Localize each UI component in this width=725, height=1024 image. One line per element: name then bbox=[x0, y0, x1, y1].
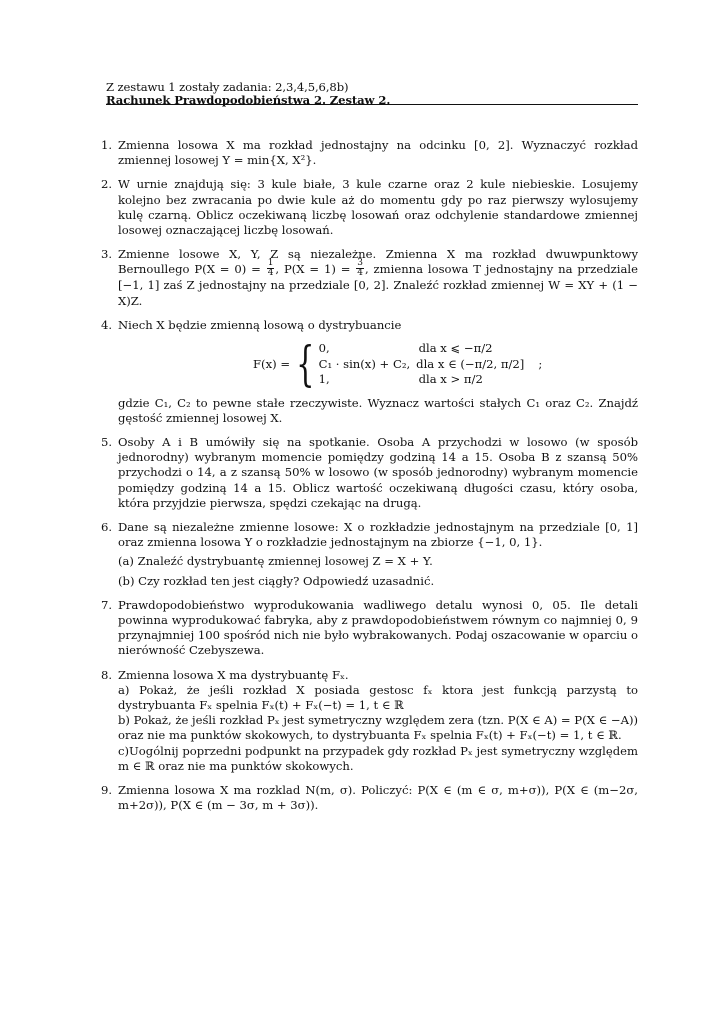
problem-text: Niech X będzie zmienną losową o dystrybuancie bbox=[118, 317, 402, 332]
problem-6 bbox=[101, 519, 638, 589]
problem-number: 9. bbox=[101, 783, 113, 797]
fraction-one-quarter bbox=[267, 259, 275, 278]
fraction-numerator: 1 bbox=[267, 258, 274, 269]
fraction-three-quarters bbox=[356, 259, 364, 278]
piecewise-formula bbox=[253, 336, 638, 393]
case-condition: dla x > π/2 bbox=[418, 372, 483, 387]
fraction-denominator: 4 bbox=[267, 268, 274, 279]
subitem-c: c)Uogólnij poprzedni podpunkt na przypadek gdy rozkład Pₓ jest symetryczny względem m ∈ ℝ oraz nie ma punktów skokowych. bbox=[118, 743, 638, 773]
problem-text-part: , P(X = 1) = bbox=[275, 262, 356, 277]
problem-number: 6. bbox=[101, 519, 113, 534]
case-row bbox=[319, 372, 525, 388]
problem-number: 4. bbox=[101, 317, 113, 332]
problem-9 bbox=[101, 783, 638, 813]
case-rows bbox=[319, 341, 525, 388]
problem-number: 3. bbox=[101, 247, 113, 262]
formula-lhs: F(x) = bbox=[253, 356, 291, 371]
fraction-numerator: 3 bbox=[357, 258, 363, 269]
problem-1 bbox=[101, 138, 638, 168]
problem-2 bbox=[101, 177, 638, 238]
problem-text-part: Zmienne losowe X, Y, Z są niezależne. Zmienna X ma rozkład dwuwpunktowy Bernoullego P(X = 0) = bbox=[118, 247, 638, 277]
problem-text: Zmienna losowa X ma rozkład jednostajny na odcinku [0, 2]. Wyznaczyć rozkład zmiennej losowej Y = min{X, X²}. bbox=[118, 138, 638, 168]
case-value: 1, bbox=[318, 372, 330, 387]
problem-number: 2. bbox=[101, 177, 113, 192]
problem-text: W urnie znajdują się: 3 kule białe, 3 kule czarne oraz 2 kule niebieskie. Losujemy kolejno bez zwracania po dwie kule aż do momentu gdy po raz pierwszy wylosujemy kulę czarną. Oblicz oczekiwaną liczbę losowań oraz odchylenie standardowe zmiennej losowej oznaczającej liczbę losowań. bbox=[118, 177, 638, 238]
problem-number: 1. bbox=[101, 138, 113, 152]
subitem-b: b) Pokaż, że jeśli rozkład Pₓ jest symetryczny względem zera (tzn. P(X ∈ A) = P(X ∈ −A)) oraz nie ma punktów skokowych, to dystrybuanta Fₓ spelnia Fₓ(t) + Fₓ(−t) = 1, t ∈ ℝ. bbox=[118, 713, 638, 743]
case-row bbox=[319, 357, 525, 373]
subitem-a: (a) Znaleźć dystrybuantę zmiennej losowej Z = X + Y. bbox=[118, 554, 433, 569]
header-note: Z zestawu 1 zostały zadania: 2,3,4,5,6,8b) bbox=[106, 80, 349, 94]
problem-4 bbox=[101, 317, 638, 426]
problem-text: Zmienna losowa X ma rozklad N(m, σ). Policzyć: P(X ∈ (m ∈ σ, m+σ)), P(X ∈ (m−2σ, m+2σ)), P(X ∈ (m − 3σ, m + 3σ)). bbox=[118, 783, 638, 813]
problem-text-part: , zmienna losowa T jednostajny na przedziale [−1, 1] zaś Z jednostajny na przedziale [0, 2]. Znaleźć rozkład zmiennej W = XY + (1 − X)Z. bbox=[118, 262, 638, 308]
problem-number: 7. bbox=[101, 597, 113, 612]
problem-list bbox=[101, 138, 638, 813]
problem-text: Zmienna losowa X ma dystrybuantę Fₓ. bbox=[118, 667, 349, 682]
case-row bbox=[319, 341, 525, 357]
problem-text: gdzie C₁, C₂ to pewne stałe rzeczywiste. Wyznacz wartości stałych C₁ oraz C₂. Znajdź gęstość zmiennej losowej X. bbox=[118, 395, 638, 425]
problem-3 bbox=[101, 247, 638, 309]
case-condition: dla x ⩽ −π/2 bbox=[418, 341, 493, 356]
subitem-b: (b) Czy rozkład ten jest ciągły? Odpowiedź uzasadnić. bbox=[118, 573, 435, 588]
fraction-denominator: 4 bbox=[357, 268, 363, 279]
problem-5 bbox=[101, 434, 638, 511]
problem-text: Dane są niezależne zmienne losowe: X o rozkładzie jednostajnym na przedziale [0, 1] oraz zmienna losowa Y o rozkładzie jednostajnym na zbiorze {−1, 0, 1}. bbox=[118, 519, 638, 550]
problem-7 bbox=[101, 597, 638, 659]
left-brace: { bbox=[296, 336, 315, 393]
document-title: Rachunek Prawdopodobieństwa 2. Zestaw 2. bbox=[106, 93, 391, 107]
problem-8 bbox=[101, 667, 638, 774]
problem-number: 8. bbox=[101, 667, 113, 682]
case-value: 0, bbox=[318, 341, 330, 356]
case-value: C₁ · sin(x) + C₂, bbox=[318, 356, 411, 371]
formula-semicolon: ; bbox=[538, 356, 543, 371]
title-rule bbox=[106, 104, 638, 105]
case-condition: dla x ∈ (−π/2, π/2] bbox=[416, 356, 525, 371]
problem-number: 5. bbox=[101, 434, 113, 449]
problem-text bbox=[118, 247, 638, 309]
subitem-a: a) Pokaż, że jeśli rozkład X posiada gestosc fₓ ktora jest funkcją parzystą to dystrybuanta Fₓ spelnia Fₓ(t) + Fₓ(−t) = 1, t ∈ ℝ bbox=[118, 682, 638, 712]
problem-text: Prawdopodobieństwo wyprodukowania wadliwego detalu wynosi 0, 05. Ile detali powinna wyprodukować fabryka, aby z prawdopodobieństwem równym co najmniej 0, 9 przynajmniej 100 spośród nich nie było wybrakowanych. Podaj oszacowanie w oparciu o nierówność Czebyszewa. bbox=[118, 597, 638, 658]
problem-text: Osoby A i B umówiły się na spotkanie. Osoba A przychodzi w losowo (w sposób jednorodny) wybranym momencie pomiędzy godziną 14 a 15. Osoba B z szansą 50% przychodzi o 14, a z szansą 50% w losowo (w sposób jednorodny) wybranym momencie pomiędzy godziną 14 a 15. Oblicz wartość oczekiwaną długości czasu, który osoba, która przyjdzie pierwsza, spędzi czekając na drugą. bbox=[118, 434, 638, 510]
